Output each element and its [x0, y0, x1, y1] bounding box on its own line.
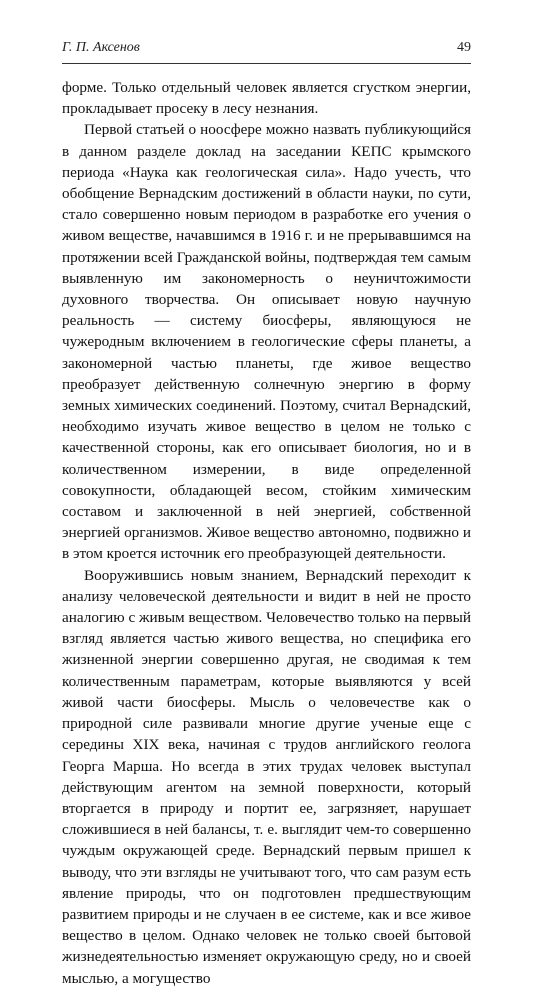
page-number: 49 [457, 40, 471, 55]
body-text [62, 77, 471, 989]
paragraph-continued: форме. Только отдельный человек является сгустком энергии, прокладывает просеку в лесу незнания. [62, 79, 471, 118]
paragraph: Первой статьей о ноосфере можно назвать публикующийся в данном разделе доклад на заседании КЕПС крымского периода «Наука как геологическая сила». Надо учесть, что обобщение Вернадским достижений в области науки, по сути, стало совершенно новым периодом в разработке его учения о живом веществе, начавшимся в 1916 г. и не прерывавшимся на протяжении всей Гражданской войны, подтверждая тем самым выявленную им закономерность о неуничтожимости духовного творчества. Он описывает новую научную реальность — систему биосферы, являющуюся не чужеродным включением в геологические сферы планеты, а закономерной частью планеты, где живое вещество преобразует действенную солнечную энергию в форму земных химических соединений. Поэтому, считал Вернадский, необходимо изучать живое вещество в целом не только с качественной стороны, как его описывает биология, но и в количественном измерении, в виде определенной совокупности, обладающей весом, стойким химическим составом и заключенной в ней энергией, собственной энергией организмов. Живое вещество автономно, подвижно и в этом кроется источник его преобразующей деятельности. [62, 121, 471, 563]
running-head-author: Г. П. Аксенов [62, 40, 140, 55]
header-rule [62, 63, 471, 64]
running-header [62, 40, 471, 60]
paragraph: Вооружившись новым знанием, Вернадский переходит к анализу человеческой деятельности и видит в ней не просто аналогию с живым веществом. Человечество только на первый взгляд является частью живого вещества, но специфика его жизненной энергии совершенно другая, не сводимая к тем количественным параметрам, которые выявляются у всей живой части биосферы. Мысль о человечестве как о природной силе развивали многие другие ученые еще с середины XIX века, начиная с трудов английского геолога Георга Марша. Но всегда в этих трудах человек выступал действующим агентом на земной поверхности, который вторгается в природу и портит ее, загрязняет, нарушает сложившиеся в ней балансы, т. е. выглядит чем-то совершенно чуждым окружающей среде. Вернадский первым пришел к выводу, что эти взгляды не учитывают того, что сам разум есть явление природы, что он подготовлен предшествующим развитием природы и не случаен в ее системе, как и все живое вещество в целом. Однако человек не только своей бытовой жизнедеятельностью изменяет окружающую среду, но и своей мыслью, а могущество [62, 566, 471, 987]
